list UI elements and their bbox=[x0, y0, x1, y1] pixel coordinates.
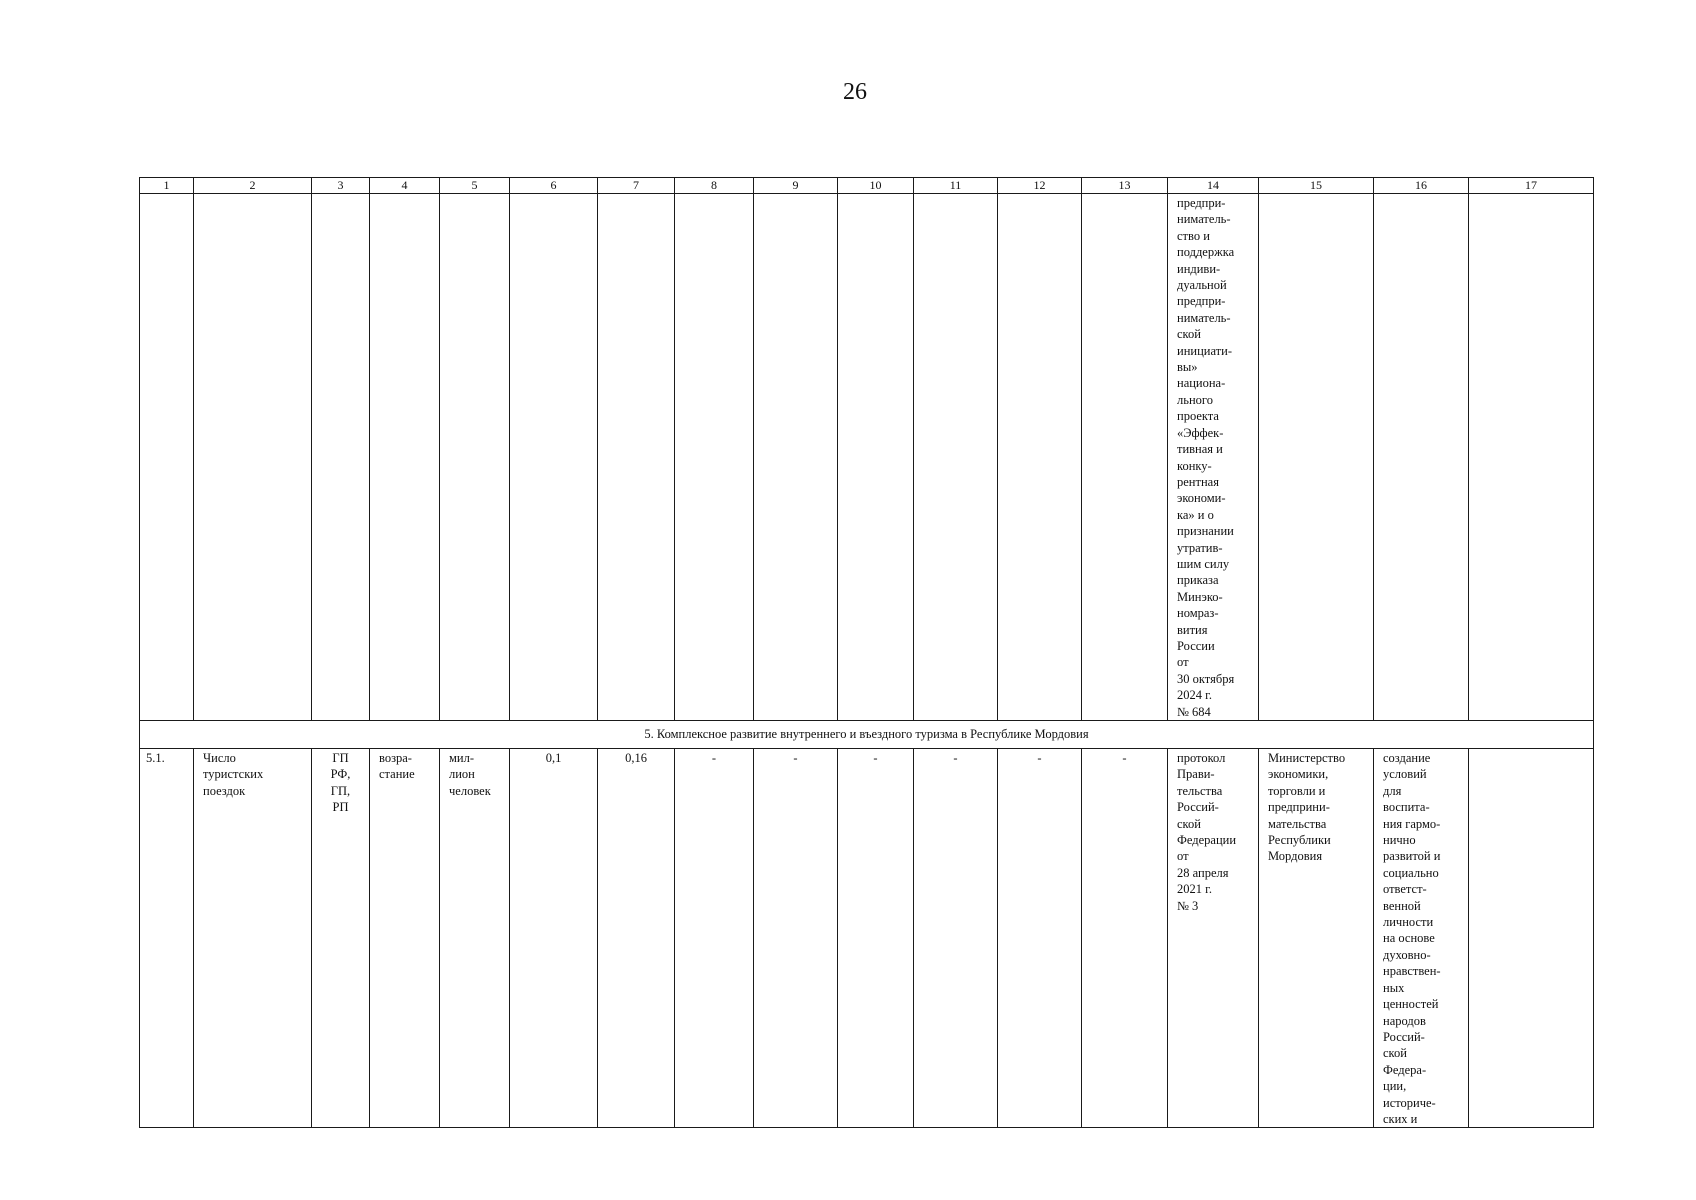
column-number: 11 bbox=[914, 178, 998, 194]
page-number: 26 bbox=[843, 79, 867, 105]
value-col-13: - bbox=[1082, 749, 1168, 1128]
table-cell bbox=[194, 194, 312, 721]
column-number: 8 bbox=[675, 178, 754, 194]
continuation-row bbox=[140, 194, 1594, 721]
link-to-goals: создание условий для воспита- ния гармо- нично развитой и социально ответст- венной личности на основе духовно- нравствен- ных ценностей народов Россий- ской Федера- ции, историче- ских и bbox=[1374, 749, 1469, 1128]
table-cell bbox=[675, 194, 754, 721]
value-col-8: - bbox=[675, 749, 754, 1128]
column-number: 15 bbox=[1259, 178, 1374, 194]
section-row bbox=[140, 721, 1594, 749]
indicator-trend: возра- стание bbox=[370, 749, 440, 1128]
column-number: 6 bbox=[510, 178, 598, 194]
section-title: 5. Комплексное развитие внутреннего и въездного туризма в Республике Мордовия bbox=[140, 721, 1594, 749]
column-number: 16 bbox=[1374, 178, 1469, 194]
table-cell bbox=[598, 194, 675, 721]
table-cell bbox=[312, 194, 370, 721]
column-number: 12 bbox=[998, 178, 1082, 194]
column-number: 13 bbox=[1082, 178, 1168, 194]
table-cell bbox=[1082, 194, 1168, 721]
table-cell bbox=[1259, 194, 1374, 721]
unit-of-measure: мил- лион человек bbox=[440, 749, 510, 1128]
value-col-10: - bbox=[838, 749, 914, 1128]
table-cell bbox=[998, 194, 1082, 721]
table-cell bbox=[1469, 749, 1594, 1128]
indicator-level: ГП РФ, ГП, РП bbox=[312, 749, 370, 1128]
column-number-row bbox=[140, 178, 1594, 194]
column-number: 10 bbox=[838, 178, 914, 194]
column-number: 7 bbox=[598, 178, 675, 194]
table-row bbox=[140, 749, 1594, 1128]
table-cell bbox=[838, 194, 914, 721]
value-col-7: 0,16 bbox=[598, 749, 675, 1128]
column-number: 4 bbox=[370, 178, 440, 194]
table-cell bbox=[1469, 194, 1594, 721]
value-col-11: - bbox=[914, 749, 998, 1128]
column-number: 1 bbox=[140, 178, 194, 194]
column-number: 3 bbox=[312, 178, 370, 194]
table-cell bbox=[1374, 194, 1469, 721]
indicators-table bbox=[139, 177, 1594, 1128]
table-cell bbox=[140, 194, 194, 721]
value-col-9: - bbox=[754, 749, 838, 1128]
responsible-body: Министерство экономики, торговли и предприни- мательства Республики Мордовия bbox=[1259, 749, 1374, 1128]
column-number: 14 bbox=[1168, 178, 1259, 194]
column-number: 2 bbox=[194, 178, 312, 194]
column-number: 5 bbox=[440, 178, 510, 194]
indicator-name: Число туристских поездок bbox=[194, 749, 312, 1128]
column-number: 17 bbox=[1469, 178, 1594, 194]
table-cell bbox=[754, 194, 838, 721]
legal-basis: протокол Прави- тельства Россий- ской Федерации от 28 апреля 2021 г. № 3 bbox=[1168, 749, 1259, 1128]
table-cell bbox=[510, 194, 598, 721]
table-cell bbox=[440, 194, 510, 721]
table-cell bbox=[370, 194, 440, 721]
legal-basis-continuation: предпри- ниматель- ство и поддержка индиви- дуальной предпри- ниматель- ской инициати- вы» национа- льного проекта «Эффек- тивная и конку- рентная экономи- ка» и о признании утратив- шим силу приказа Минэко- номраз- вития России от 30 октября 2024 г. № 684 bbox=[1168, 194, 1259, 721]
base-value: 0,1 bbox=[510, 749, 598, 1128]
table-cell bbox=[914, 194, 998, 721]
indicator-number: 5.1. bbox=[140, 749, 194, 1128]
value-col-12: - bbox=[998, 749, 1082, 1128]
column-number: 9 bbox=[754, 178, 838, 194]
